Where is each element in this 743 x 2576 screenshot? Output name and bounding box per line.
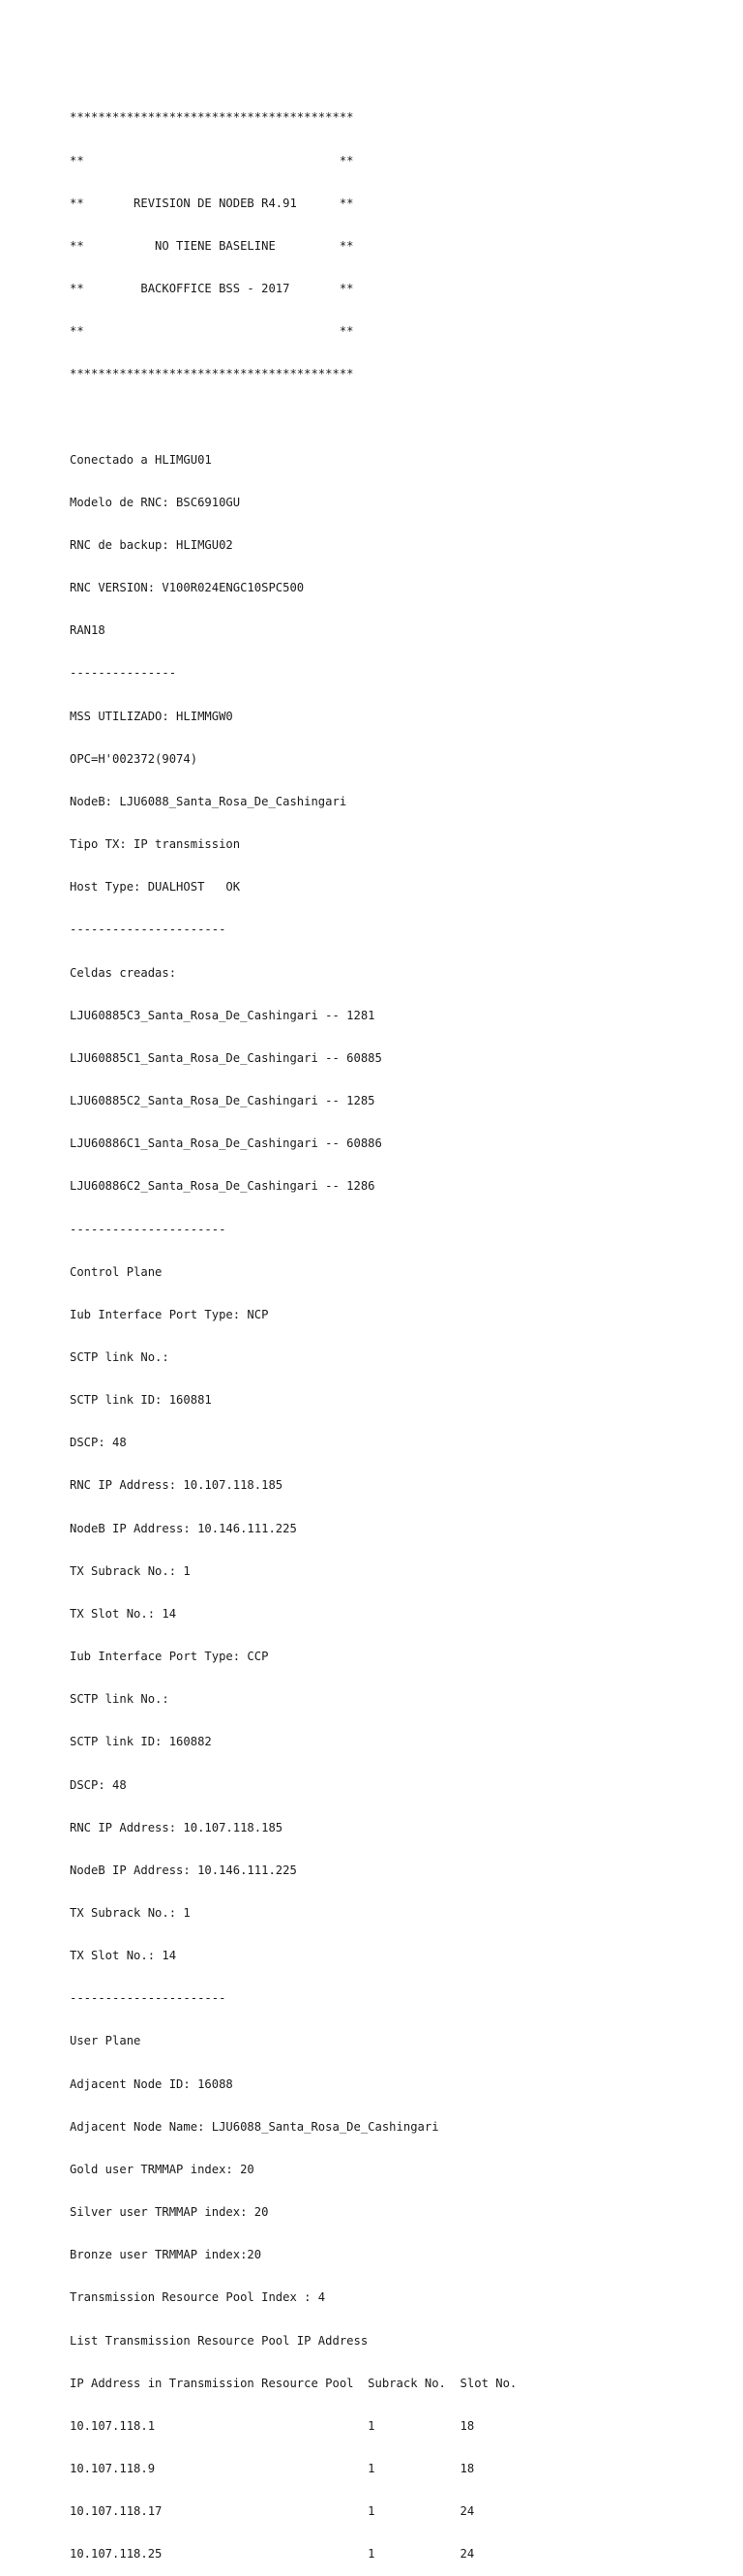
iub-port-type-line: Iub Interface Port Type: NCP [70,1307,269,1321]
mss-line: MSS UTILIZADO: HLIMMGW0 [70,709,233,723]
cell-line: LJU60886C1_Santa_Rosa_De_Cashingari -- 60886 [70,1136,382,1151]
bronze-trmmap-line: Bronze user TRMMAP index:20 [70,2248,262,2262]
banner-border-top: **************************************** [70,110,354,125]
rnc-ip-line: RNC IP Address: 10.107.118.185 [70,1478,283,1493]
tx-subrack-line: TX Subrack No.: 1 [70,1563,191,1578]
adjacent-node-id-line: Adjacent Node ID: 16088 [70,2076,233,2091]
banner-baseline-note: ** NO TIENE BASELINE ** [70,238,354,253]
silver-trmmap-line: Silver user TRMMAP index: 20 [70,2205,269,2220]
rnc-backup-line: RNC de backup: HLIMGU02 [70,538,233,552]
sctp-link-id-line: SCTP link ID: 160882 [70,1735,212,1749]
sctp-link-id-line: SCTP link ID: 160881 [70,1393,212,1408]
tx-subrack-line: TX Subrack No.: 1 [70,1906,191,1920]
banner-border-line: ** ** [70,324,354,339]
ran-release-line: RAN18 [70,623,105,638]
nodeb-line: NodeB: LJU6088_Santa_Rosa_De_Cashingari [70,794,347,808]
connected-to-line: Conectado a HLIMGU01 [70,452,212,467]
cell-line: LJU60885C3_Santa_Rosa_De_Cashingari -- 1281 [70,1008,375,1022]
banner-border-bottom: **************************************** [70,367,354,381]
rnc-version-line: RNC VERSION: V100R024ENGC10SPC500 [70,581,305,595]
nodeb-ip-line: NodeB IP Address: 10.146.111.225 [70,1521,297,1535]
nodeb-ip-line: NodeB IP Address: 10.146.111.225 [70,1863,297,1877]
rnc-ip-line: RNC IP Address: 10.107.118.185 [70,1820,283,1834]
ip-table-row: 10.107.118.17 1 24 [70,2504,475,2519]
separator-line: --------------- [70,666,177,681]
report-text-body [70,82,517,2576]
sctp-link-no-line: SCTP link No.: [70,1349,169,1364]
sctp-link-no-line: SCTP link No.: [70,1692,169,1707]
ip-table-header: IP Address in Transmission Resource Pool Subrack No. Slot No. [70,2376,518,2390]
tx-slot-line: TX Slot No.: 14 [70,1606,177,1621]
ip-table-row: 10.107.118.9 1 18 [70,2462,475,2476]
gold-trmmap-line: Gold user TRMMAP index: 20 [70,2162,254,2176]
opc-line: OPC=H'002372(9074) [70,751,198,766]
dscp-line: DSCP: 48 [70,1436,127,1450]
host-type-line: Host Type: DUALHOST OK [70,880,241,894]
cells-heading: Celdas creadas: [70,965,177,980]
tx-type-line: Tipo TX: IP transmission [70,837,241,852]
iub-port-type-line: Iub Interface Port Type: CCP [70,1650,269,1664]
banner-border-line: ** ** [70,153,354,167]
ip-table-row: 10.107.118.25 1 24 [70,2547,475,2561]
resource-pool-index-line: Transmission Resource Pool Index : 4 [70,2290,326,2305]
cell-line: LJU60886C2_Santa_Rosa_De_Cashingari -- 1286 [70,1179,375,1194]
tx-slot-line: TX Slot No.: 14 [70,1949,177,1963]
banner-title: ** REVISION DE NODEB R4.91 ** [70,196,354,210]
banner-backoffice: ** BACKOFFICE BSS - 2017 ** [70,282,354,296]
ip-table-row: 10.107.118.1 1 18 [70,2418,475,2433]
adjacent-node-name-line: Adjacent Node Name: LJU6088_Santa_Rosa_De_Cashingari [70,2119,439,2134]
separator-line: ---------------------- [70,923,226,937]
rnc-model-line: Modelo de RNC: BSC6910GU [70,495,241,509]
blank-line [70,410,517,425]
separator-line: ---------------------- [70,1991,226,2006]
cell-line: LJU60885C1_Santa_Rosa_De_Cashingari -- 60885 [70,1050,382,1065]
user-plane-heading: User Plane [70,2034,141,2048]
cell-line: LJU60885C2_Santa_Rosa_De_Cashingari -- 1285 [70,1094,375,1108]
dscp-line: DSCP: 48 [70,1777,127,1792]
control-plane-heading: Control Plane [70,1264,163,1279]
separator-line: ---------------------- [70,1222,226,1236]
resource-pool-list-heading: List Transmission Resource Pool IP Address [70,2333,369,2348]
